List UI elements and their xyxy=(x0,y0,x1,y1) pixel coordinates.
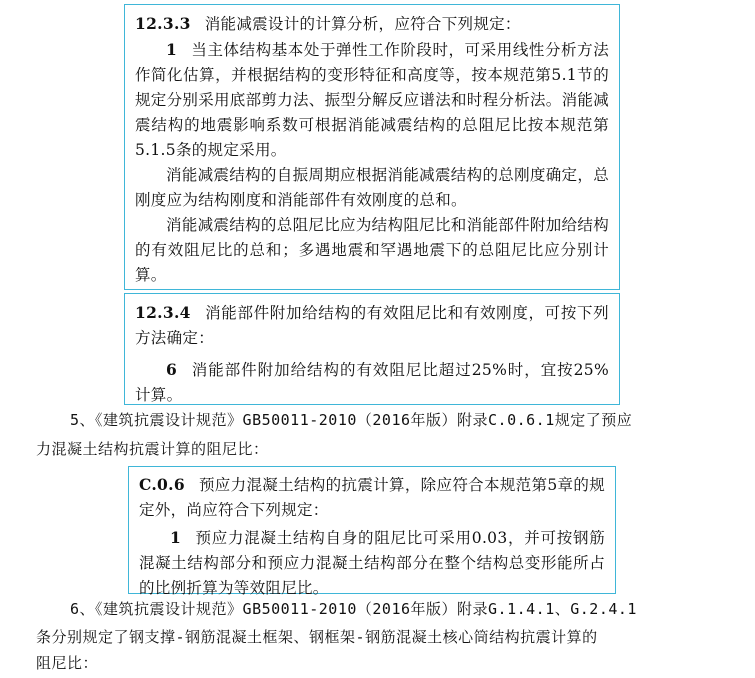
item-number: 1 xyxy=(166,40,178,59)
clause-box-12-3-4 xyxy=(124,293,620,405)
body-line: 5、《建筑抗震设计规范》GB50011-2010（2016年版）附录C.0.6.1规定了预应 xyxy=(70,411,633,429)
body-line: 条分别规定了钢支撑-钢筋混凝土框架、钢框架-钢筋混凝土核心筒结构抗震计算的 xyxy=(36,628,598,646)
item-number: 1 xyxy=(170,528,182,547)
clause-item xyxy=(139,525,605,601)
clause-box-c-0-6 xyxy=(128,466,616,597)
body-line: 阻尼比： xyxy=(36,654,99,672)
clause-heading xyxy=(139,472,605,523)
item-text: 预应力混凝土结构自身的阻尼比可采用0.03，并可按钢筋混凝土结构部分和预应力混凝土结构部分在整个结构总变形能所占的比例折算为等效阻尼比。 xyxy=(139,529,605,597)
clause-paragraph: 消能减震结构的自振周期应根据消能减震结构的总刚度确定，总刚度应为结构刚度和消能部件有效刚度的总和。 xyxy=(135,166,609,209)
clause-paragraph: 消能减震结构的总阻尼比应为结构阻尼比和消能部件附加给结构的有效阻尼比的总和；多遇地震和罕遇地震下的总阻尼比应分别计算。 xyxy=(135,216,609,284)
clause-number: 12.3.4 xyxy=(135,303,191,322)
item-text: 消能部件附加给结构的有效阻尼比超过25%时，宜按25%计算。 xyxy=(135,361,609,404)
clause-heading-text: 消能部件附加给结构的有效阻尼比和有效刚度，可按下列方法确定： xyxy=(135,304,609,347)
clause-item xyxy=(135,37,609,163)
clause-heading-text: 预应力混凝土结构的抗震计算，除应符合本规范第5章的规定外，尚应符合下列规定： xyxy=(139,476,605,519)
clause-item xyxy=(135,357,609,408)
body-line: 6、《建筑抗震设计规范》GB50011-2010（2016年版）附录G.1.4.1、G.2.4.1 xyxy=(70,600,637,618)
item-number: 6 xyxy=(166,360,178,379)
clause-box-12-3-3 xyxy=(124,4,620,290)
clause-heading xyxy=(135,11,609,37)
clause-number: 12.3.3 xyxy=(135,14,191,33)
body-line: 力混凝土结构抗震计算的阻尼比： xyxy=(36,440,269,458)
clause-heading xyxy=(135,300,609,351)
clause-heading-text: 消能减震设计的计算分析，应符合下列规定： xyxy=(204,15,521,33)
item-text: 当主体结构基本处于弹性工作阶段时，可采用线性分析方法作简化估算，并根据结构的变形特征和高度等，按本规范第5.1节的规定分别采用底部剪力法、振型分解反应谱法和时程分析法。消能减震结构的地震影响系数可根据消能减震结构的总阻尼比按本规范第5.1.5条的规定采用。 xyxy=(135,41,610,159)
clause-number: C.0.6 xyxy=(139,475,185,494)
